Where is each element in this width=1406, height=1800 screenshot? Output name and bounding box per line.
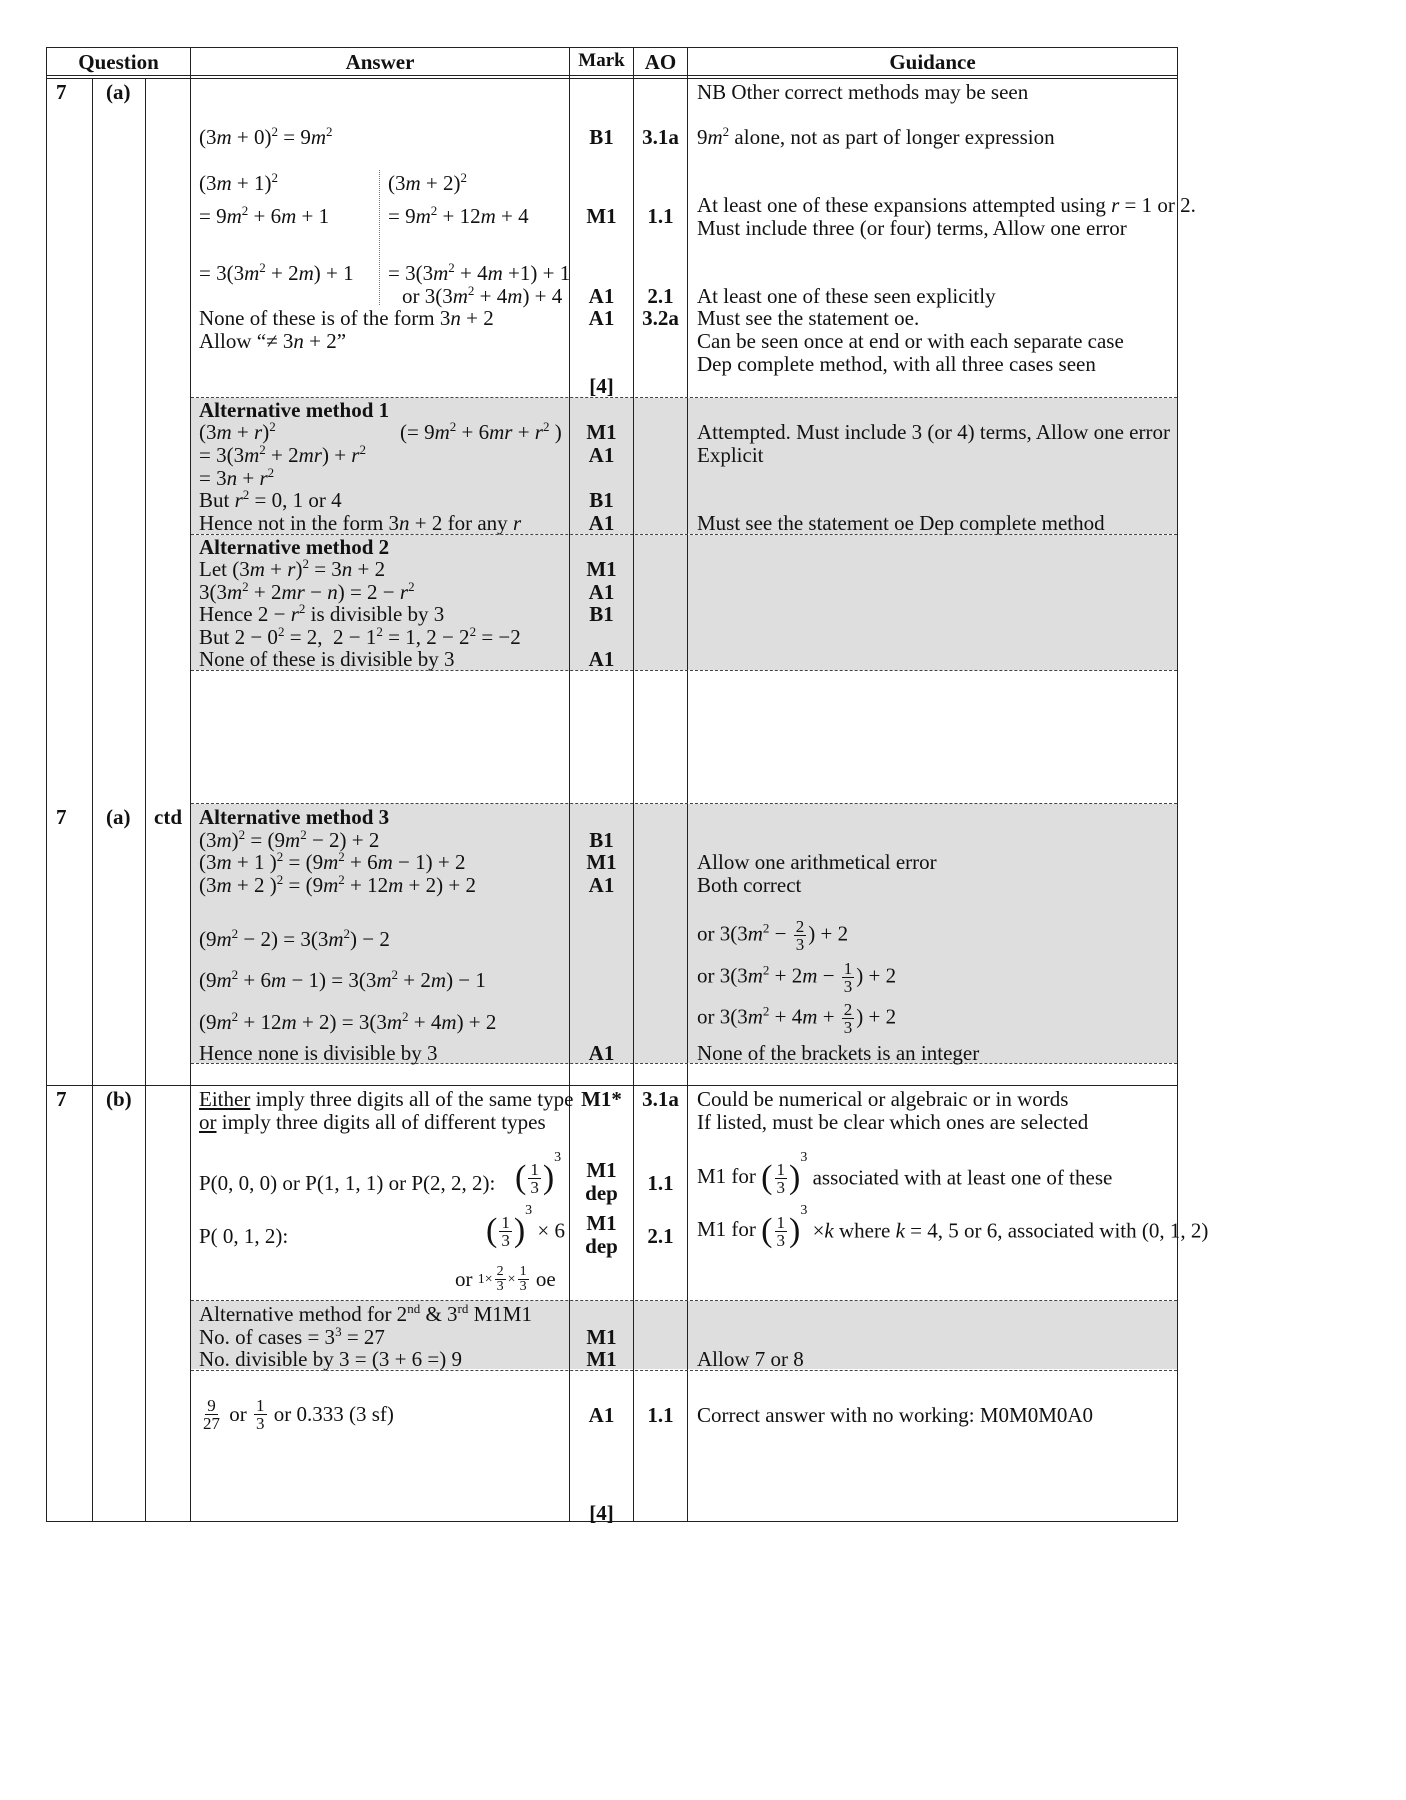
q7a-guidance-b1: $9m^2$ alone, not as part of longer expression [697,124,1055,149]
q7a-total: [4] [589,374,614,398]
alt3-line4: $(9m^2 - 2) = 3(3m^2) - 2$ [199,926,390,951]
alt2-mark-m1: M1 [586,557,617,581]
alt1-guidance3: Must see the statement oe Dep complete method [697,511,1105,535]
q7b-diff-prob: ( $\frac{1}{3}$ )$^3$ × 6 [486,1203,565,1250]
q7b-ao-m1b: 2.1 [647,1224,674,1248]
q7b-guidance1: Could be numerical or algebraic or in words [697,1087,1069,1111]
q7b-diff-alt: or 1× $\frac{2}{3}$ × $\frac{1}{3}$ oe [455,1264,556,1294]
alt2-mark-b1: B1 [589,602,614,626]
alt3-guidance1: Allow one arithmetical error [697,850,937,874]
q7b-final-answer: $\frac{9}{27}$ or $\frac{1}{3}$ or 0.333 (3 sf) [203,1396,394,1433]
q7b-same-prob: ( $\frac{1}{3}$ )$^3$ [515,1150,562,1197]
q7b-alt-title: Alternative method for 2nd & 3rd M1M1 [199,1301,532,1326]
q7a-ctd-number: 7 [56,805,67,829]
q7a-guidance-dep: Dep complete method, with all three cases seen [697,352,1096,376]
q7b-guidance-a1: Correct answer with no working: M0M0M0A0 [697,1403,1094,1427]
alt1-line1-note: (= $9m^2 + 6mr + r^2$ ) [400,419,562,444]
q7b-line2: or imply three digits all of different types [199,1110,546,1134]
q7a-ctd-part: (a) [106,805,131,829]
q7b-mark-m1b: M1 dep [585,1211,618,1259]
alt2-line3: Hence $2 - r^2$ is divisible by 3 [199,601,445,626]
q7a-part: (a) [106,80,131,104]
q7a-guidance-m1-line2: Must include three (or four) terms, Allow one error [697,216,1127,240]
q7b-alt-guidance: Allow 7 or 8 [697,1347,804,1371]
q7a-mark-b1: B1 [589,125,614,149]
q7a-ao-b1: 3.1a [642,125,679,149]
q7b-ao-a1: 1.1 [647,1403,674,1427]
q7b-ao-m1: 1.1 [647,1171,674,1195]
q7a-expr-b1: $(3m + 0)^2 = 9m^2$ [199,124,333,149]
q7a-case1-head: $(3m + 1)^2$ [199,170,279,195]
q7a-ao-m1: 1.1 [647,204,674,228]
alt2-mark-a1b: A1 [588,647,615,671]
alt2-line1: Let $(3m + r)^2 = 3n + 2$ [199,556,386,581]
alt3-mark-b1: B1 [589,828,614,852]
q7a-guidance-a1b: Must see the statement oe. [697,306,920,330]
alt1-guidance1: Attempted. Must include 3 (or 4) terms, Allow one error [697,420,1170,444]
q7b-same-type: P(0, 0, 0) or P(1, 1, 1) or P(2, 2, 2): [199,1171,496,1195]
alt2-title: Alternative method 2 [199,535,390,559]
q7b-diff-type: P( 0, 1, 2): [199,1224,289,1248]
alt1-title: Alternative method 1 [199,398,390,422]
alt1-mark-b1: B1 [589,488,614,512]
q7b-number: 7 [56,1087,67,1111]
alt1-line2: = $3(3m^2 + 2mr) + r^2$ [199,442,366,467]
alt3-line2: (3m + 1 )$^2 = (9m^2 + 6m - 1) + 2$ [199,849,466,874]
q7a-case2-form-alt: or $3(3m^2 + 4m) + 4$ [402,283,563,308]
alt3-guidance-line5: or $3(3m^2 + 2m$ − $\frac{1}{3}$ ) + 2 [697,959,897,996]
q7b-guidance-m1: M1 for ( $\frac{1}{3}$ )$^3$ associated with at least one of these [697,1150,1113,1197]
q7a-guidance-m1-line1: At least one of these expansions attempted using r = 1 or 2. [697,193,1196,217]
alt1-line5: Hence not in the form 3n + 2 for any r [199,511,522,535]
q7b-guidance-m1b: M1 for ( $\frac{1}{3}$ )$^3$ ×k where k = 4, 5 or 6, associated with (0, 1, 2) [697,1203,1209,1250]
q7b-alt-line1: No. of cases = $3^3 = 27$ [199,1324,385,1349]
alt2-mark-a1: A1 [588,580,615,604]
alt1-mark-m1: M1 [586,420,617,444]
header-question: Question [78,50,159,74]
alt2-line5: None of these is divisible by 3 [199,647,455,671]
alt3-mark-a1b: A1 [588,1041,615,1065]
alt3-mark-a1: A1 [588,873,615,897]
q7b-alt-line2: No. divisible by 3 = (3 + 6 =) 9 [199,1347,463,1371]
q7b-total: [4] [589,1501,614,1525]
q7b-ao-m1star: 3.1a [642,1087,679,1111]
alt3-mark-m1: M1 [586,850,617,874]
alt1-guidance2: Explicit [697,443,764,467]
q7a-ctd-label: ctd [154,805,182,829]
q7a-mark-a1a: A1 [588,284,615,308]
alt2-line2: $3(3m^2 + 2mr - n) = 2 - r^2$ [199,579,415,604]
q7a-allow: Allow “≠ 3n + 2” [199,329,347,353]
q7a-guidance-once: Can be seen once at end or with each separate case [697,329,1124,353]
q7a-case2-head: $(3m + 2)^2$ [388,170,468,195]
alt1-line1: $(3m + r)^2$ [199,419,276,444]
alt3-line3: (3m + 2 )$^2 = (9m^2 + 12m + 2) + 2$ [199,872,476,897]
alt3-guidance-end: None of the brackets is an integer [697,1041,980,1065]
alt2-line4: But $2 - 0^2 = 2$, $2 - 1^2 = 1$, $2 - 2^2 = -2$ [199,624,521,649]
alt1-mark-a1b: A1 [588,511,615,535]
alt3-guidance-line4: or $3(3m^2$ − $\frac{2}{3}$ ) + 2 [697,917,849,954]
q7b-guidance2: If listed, must be clear which ones are selected [697,1110,1089,1134]
header-answer: Answer [345,50,415,74]
q7b-part: (b) [106,1087,132,1111]
q7a-number: 7 [56,80,67,104]
q7b-alt-mark-m1b: M1 [586,1347,617,1371]
alt3-guidance-line6: or $3(3m^2 + 4m$ + $\frac{2}{3}$ ) + 2 [697,1000,897,1037]
q7b-line1: Either imply three digits all of the same type [199,1087,574,1111]
alt1-mark-a1: A1 [588,443,615,467]
q7a-mark-m1: M1 [586,204,617,228]
alt3-guidance2: Both correct [697,873,802,897]
q7a-case1-form: = $3(3m^2 + 2m) + 1$ [199,260,354,285]
header-ao: AO [644,50,677,74]
q7b-alt-mark-m1: M1 [586,1325,617,1349]
alt3-line-end: Hence none is divisible by 3 [199,1041,438,1065]
alt1-line3: = $3n + r^2$ [199,465,275,490]
q7a-ao-a1b: 3.2a [642,306,679,330]
q7a-guidance-nb: NB Other correct methods may be seen [697,80,1029,104]
header-guidance: Guidance [889,50,976,74]
q7b-mark-m1: M1 dep [585,1158,618,1206]
alt3-title: Alternative method 3 [199,805,390,829]
q7a-mark-a1b: A1 [588,306,615,330]
alt3-line5: $(9m^2 + 6m - 1) = 3(3m^2 + 2m) - 1$ [199,967,486,992]
alt3-line6: $(9m^2 + 12m + 2) = 3(3m^2 + 4m) + 2$ [199,1009,497,1034]
q7a-case1-expand: = $9m^2 + 6m + 1$ [199,203,330,228]
alt3-line1: $(3m)^2 = (9m^2 - 2) + 2$ [199,827,380,852]
q7b-mark-m1star: M1* [581,1087,622,1111]
q7a-case2-form: = $3(3m^2 + 4m +1) + 1$ [388,260,571,285]
alt1-line4: But $r^2 = 0$, 1 or 4 [199,487,342,512]
header-mark: Mark [578,50,625,71]
q7a-none-form: None of these is of the form 3n + 2 [199,306,494,330]
q7a-ao-a1a: 2.1 [647,284,674,308]
q7a-case2-expand: = $9m^2 + 12m + 4$ [388,203,529,228]
q7b-mark-a1: A1 [588,1403,615,1427]
q7a-guidance-a1a: At least one of these seen explicitly [697,284,996,308]
